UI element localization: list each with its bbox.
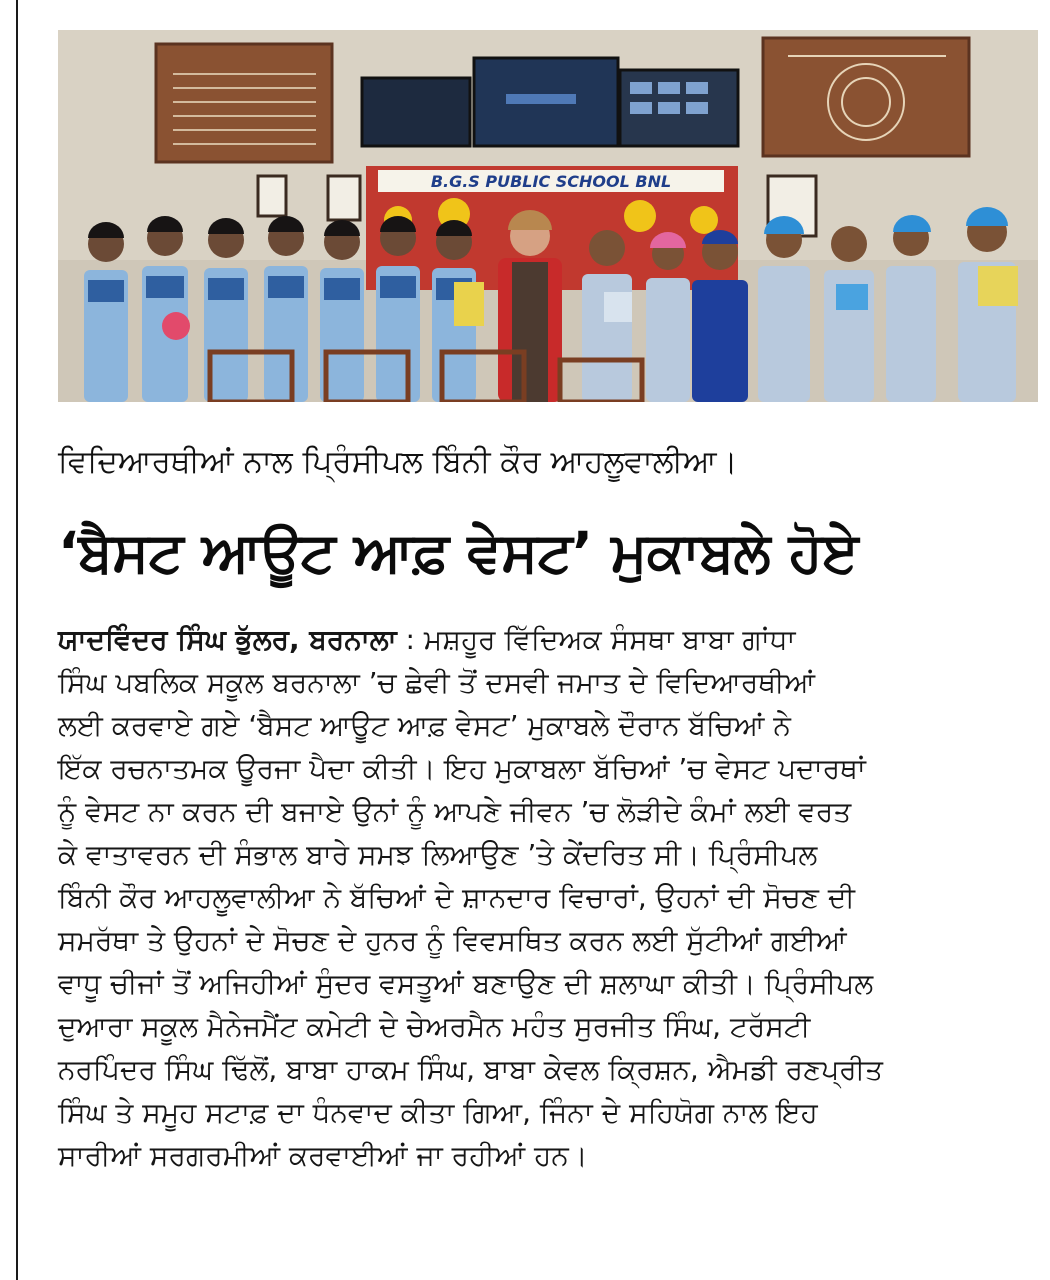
article-line-5: ਕੇ ਵਾਤਾਵਰਨ ਦੀ ਸੰਭਾਲ ਬਾਰੇ ਸਮਝ ਲਿਆਉਣ ’ਤੇ ਕੇਂਦਰਿਤ ਸੀ। ਪ੍ਰਿੰਸੀਪਲ <box>58 838 818 871</box>
article-line-1: ਸਿੰਘ ਪਬਲਿਕ ਸਕੂਲ ਬਰਨਾਲਾ ’ਚ ਛੇਵੀ ਤੋਂ ਦਸਵੀ ਜਮਾਤ ਦੇ ਵਿਦਿਆਰਥੀਆਂ <box>58 666 815 699</box>
article-line-12: ਸਾਰੀਆਂ ਸਰਗਰਮੀਆਂ ਕਰਵਾਈਆਂ ਜਾ ਰਹੀਆਂ ਹਨ। <box>58 1139 588 1172</box>
school-banner-text: B.G.S PUBLIC SCHOOL BNL <box>430 172 672 191</box>
news-photo <box>58 30 1038 402</box>
article-byline: ਯਾਦਵਿੰਦਰ ਸਿੰਘ ਭੁੱਲਰ, ਬਰਨਾਲਾ <box>58 623 397 656</box>
article-line-8: ਵਾਧੂ ਚੀਜਾਂ ਤੋਂ ਅਜਿਹੀਆਂ ਸੁੰਦਰ ਵਸਤੂਆਂ ਬਣਾਉਣ ਦੀ ਸ਼ਲਾਘਾ ਕੀਤੀ। ਪ੍ਰਿੰਸੀਪਲ <box>58 967 874 1000</box>
article-line-3: ਇੱਕ ਰਚਨਾਤਮਕ ਊਰਜਾ ਪੈਦਾ ਕੀਤੀ। ਇਹ ਮੁਕਾਬਲਾ ਬੱਚਿਆਂ ’ਚ ਵੇਸਟ ਪਦਾਰਥਾਂ <box>58 752 866 785</box>
article-line-first <box>58 618 1033 661</box>
honour-board-right <box>763 38 969 156</box>
honour-board-left <box>156 44 332 162</box>
article-line-7: ਸਮਰੱਥਾ ਤੇ ਉਹਨਾਂ ਦੇ ਸੋਚਣ ਦੇ ਹੁਨਰ ਨੂੰ ਵਿਵਸਥਿਤ ਕਰਨ ਲਈ ਸੁੱਟੀਆਂ ਗਈਆਂ <box>58 924 847 957</box>
article-line-10: ਨਰਪਿੰਦਰ ਸਿੰਘ ਢਿੱਲੋਂ, ਬਾਬਾ ਹਾਕਮ ਸਿੰਘ, ਬਾਬਾ ਕੇਵਲ ਕ੍ਰਿਸ਼ਨ, ਐਮਡੀ ਰਣਪ੍ਰੀਤ <box>58 1053 883 1086</box>
article-line-11: ਸਿੰਘ ਤੇ ਸਮੂਹ ਸਟਾਫ਼ ਦਾ ਧੰਨਵਾਦ ਕੀਤਾ ਗਿਆ, ਜਿੰਨਾ ਦੇ ਸਹਿਯੋਗ ਨਾਲ ਇਹ <box>58 1096 818 1129</box>
article-line-9: ਦੁਆਰਾ ਸਕੂਲ ਮੈਨੇਜਮੈਂਟ ਕਮੇਟੀ ਦੇ ਚੇਅਰਮੈਨ ਮਹੰਤ ਸੁਰਜੀਤ ਸਿੰਘ, ਟਰੱਸਟੀ <box>58 1010 811 1043</box>
article-body <box>58 618 1033 1177</box>
column-divider <box>16 0 18 1280</box>
article-line-2: ਲਈ ਕਰਵਾਏ ਗਏ ‘ਬੈਸਟ ਆਊਟ ਆਫ਼ ਵੇਸਟ’ ਮੁਕਾਬਲੇ ਦੌਰਾਨ ਬੱਚਿਆਂ ਨੇ <box>58 709 791 742</box>
photo-caption: ਵਿਦਿਆਰਥੀਆਂ ਨਾਲ ਪ੍ਰਿੰਸੀਪਲ ਬਿੰਨੀ ਕੌਰ ਆਹਲੂਵਾਲੀਆ। <box>58 444 738 480</box>
article-line-0: : ਮਸ਼ਹੂਰ ਵਿੱਦਿਅਕ ਸੰਸਥਾ ਬਾਬਾ ਗਾਂਧਾ <box>396 623 796 656</box>
article-line-6: ਬਿੰਨੀ ਕੌਰ ਆਹਲੂਵਾਲੀਆ ਨੇ ਬੱਚਿਆਂ ਦੇ ਸ਼ਾਨਦਾਰ ਵਿਚਾਰਾਂ, ਉਹਨਾਂ ਦੀ ਸੋਚਣ ਦੀ <box>58 881 855 914</box>
article-line-4: ਨੂੰ ਵੇਸਟ ਨਾ ਕਰਨ ਦੀ ਬਜਾਏ ਉਨਾਂ ਨੂੰ ਆਪਣੇ ਜੀਵਨ ’ਚ ਲੋੜੀਦੇ ਕੰਮਾਂ ਲਈ ਵਰਤ <box>58 795 852 828</box>
headline: ‘ਬੈਸਟ ਆਊਟ ਆਫ਼ ਵੇਸਟ’ ਮੁਕਾਬਲੇ ਹੋਏ <box>58 520 859 584</box>
